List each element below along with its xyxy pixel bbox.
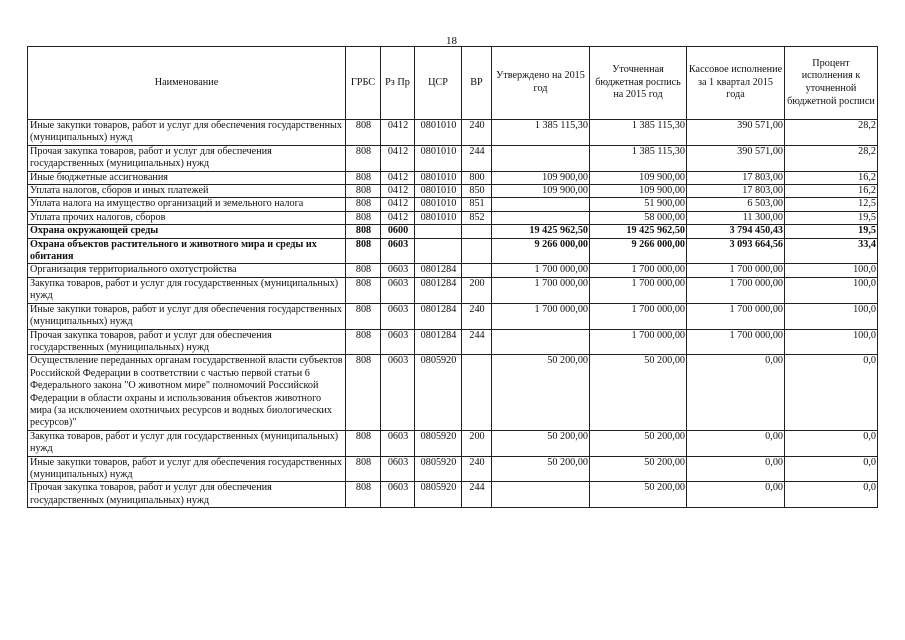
table-row [28, 277, 878, 303]
cell-grbs: 808 [346, 238, 381, 264]
header-rzpr: Рз Пр [381, 47, 415, 120]
cell-name: Иные закупки товаров, работ и услуг для обеспечения государственных (муниципальных) нужд [28, 120, 346, 146]
cell-approved: 9 266 000,00 [492, 238, 590, 264]
table-row [28, 225, 878, 238]
cell-grbs: 808 [346, 482, 381, 508]
cell-name: Уплата налогов, сборов и иных платежей [28, 185, 346, 198]
cell-cash: 3 093 664,56 [687, 238, 785, 264]
cell-approved: 1 700 000,00 [492, 303, 590, 329]
cell-grbs: 808 [346, 185, 381, 198]
cell-approved: 50 200,00 [492, 430, 590, 456]
table-row [28, 185, 878, 198]
cell-cash: 3 794 450,43 [687, 225, 785, 238]
cell-percent: 28,2 [785, 120, 878, 146]
header-row [28, 47, 878, 120]
cell-csr [415, 225, 462, 238]
cell-refined: 1 700 000,00 [590, 277, 687, 303]
table-row [28, 145, 878, 171]
cell-csr: 0801010 [415, 171, 462, 184]
cell-grbs: 808 [346, 264, 381, 277]
cell-approved: 109 900,00 [492, 171, 590, 184]
header-cash: Кассовое исполнение за 1 квартал 2015 года [687, 47, 785, 120]
cell-grbs: 808 [346, 456, 381, 482]
cell-vr [462, 238, 492, 264]
header-vr: ВР [462, 47, 492, 120]
cell-rzpr: 0603 [381, 456, 415, 482]
cell-grbs: 808 [346, 225, 381, 238]
cell-approved: 1 385 115,30 [492, 120, 590, 146]
cell-csr: 0801284 [415, 329, 462, 355]
cell-grbs: 808 [346, 277, 381, 303]
cell-cash: 17 803,00 [687, 185, 785, 198]
cell-cash: 1 700 000,00 [687, 329, 785, 355]
cell-rzpr: 0603 [381, 430, 415, 456]
header-name: Наименование [28, 47, 346, 120]
cell-rzpr: 0603 [381, 238, 415, 264]
cell-name: Охрана окружающей среды [28, 225, 346, 238]
cell-vr: 240 [462, 456, 492, 482]
cell-cash: 6 503,00 [687, 198, 785, 211]
cell-csr: 0801010 [415, 145, 462, 171]
budget-table [27, 46, 878, 508]
cell-percent: 100,0 [785, 329, 878, 355]
cell-csr: 0801010 [415, 185, 462, 198]
cell-name: Прочая закупка товаров, работ и услуг для обеспечения государственных (муниципальных) нужд [28, 329, 346, 355]
cell-rzpr: 0412 [381, 198, 415, 211]
table-row [28, 456, 878, 482]
cell-vr: 200 [462, 277, 492, 303]
cell-name: Иные бюджетные ассигнования [28, 171, 346, 184]
cell-approved: 1 700 000,00 [492, 264, 590, 277]
cell-refined: 1 700 000,00 [590, 264, 687, 277]
cell-name: Охрана объектов растительного и животного мира и среды их обитания [28, 238, 346, 264]
header-approved: Утверждено на 2015 год [492, 47, 590, 120]
cell-percent: 100,0 [785, 277, 878, 303]
cell-rzpr: 0412 [381, 185, 415, 198]
table-row [28, 329, 878, 355]
cell-approved: 50 200,00 [492, 355, 590, 430]
cell-vr: 244 [462, 329, 492, 355]
cell-csr: 0805920 [415, 456, 462, 482]
cell-csr: 0805920 [415, 355, 462, 430]
cell-csr: 0801010 [415, 120, 462, 146]
cell-grbs: 808 [346, 211, 381, 224]
cell-cash: 0,00 [687, 355, 785, 430]
cell-vr: 852 [462, 211, 492, 224]
cell-approved: 1 700 000,00 [492, 277, 590, 303]
cell-vr: 244 [462, 145, 492, 171]
cell-cash: 1 700 000,00 [687, 303, 785, 329]
cell-grbs: 808 [346, 198, 381, 211]
table-row [28, 198, 878, 211]
cell-approved [492, 145, 590, 171]
table-body [28, 120, 878, 508]
cell-csr: 0805920 [415, 430, 462, 456]
cell-rzpr: 0412 [381, 171, 415, 184]
cell-refined: 50 200,00 [590, 482, 687, 508]
table-row [28, 171, 878, 184]
cell-rzpr: 0600 [381, 225, 415, 238]
cell-grbs: 808 [346, 355, 381, 430]
cell-rzpr: 0412 [381, 120, 415, 146]
cell-approved [492, 198, 590, 211]
table-row [28, 211, 878, 224]
cell-vr: 240 [462, 303, 492, 329]
cell-percent: 28,2 [785, 145, 878, 171]
cell-refined: 109 900,00 [590, 171, 687, 184]
cell-percent: 100,0 [785, 264, 878, 277]
cell-refined: 1 385 115,30 [590, 145, 687, 171]
cell-cash: 11 300,00 [687, 211, 785, 224]
cell-approved: 50 200,00 [492, 456, 590, 482]
cell-vr: 200 [462, 430, 492, 456]
cell-csr: 0801010 [415, 211, 462, 224]
cell-refined: 1 700 000,00 [590, 329, 687, 355]
cell-csr: 0801010 [415, 198, 462, 211]
cell-percent: 33,4 [785, 238, 878, 264]
cell-refined: 19 425 962,50 [590, 225, 687, 238]
cell-approved: 19 425 962,50 [492, 225, 590, 238]
cell-vr: 800 [462, 171, 492, 184]
cell-percent: 0,0 [785, 430, 878, 456]
header-percent: Процент исполнения к уточненной бюджетной росписи [785, 47, 878, 120]
cell-csr: 0801284 [415, 264, 462, 277]
cell-cash: 390 571,00 [687, 145, 785, 171]
cell-vr: 240 [462, 120, 492, 146]
header-refined: Уточненная бюджетная роспись на 2015 год [590, 47, 687, 120]
table-row [28, 482, 878, 508]
cell-approved [492, 211, 590, 224]
table-row [28, 264, 878, 277]
cell-refined: 50 200,00 [590, 430, 687, 456]
cell-refined: 109 900,00 [590, 185, 687, 198]
cell-refined: 9 266 000,00 [590, 238, 687, 264]
cell-approved [492, 482, 590, 508]
cell-grbs: 808 [346, 430, 381, 456]
cell-percent: 19,5 [785, 225, 878, 238]
cell-vr: 851 [462, 198, 492, 211]
cell-csr [415, 238, 462, 264]
cell-refined: 50 200,00 [590, 456, 687, 482]
header-csr: ЦСР [415, 47, 462, 120]
cell-rzpr: 0603 [381, 355, 415, 430]
table-row [28, 303, 878, 329]
cell-csr: 0801284 [415, 277, 462, 303]
cell-cash: 390 571,00 [687, 120, 785, 146]
cell-percent: 0,0 [785, 456, 878, 482]
cell-rzpr: 0412 [381, 211, 415, 224]
cell-percent: 12,5 [785, 198, 878, 211]
cell-name: Иные закупки товаров, работ и услуг для обеспечения государственных (муниципальных) нужд [28, 456, 346, 482]
cell-name: Прочая закупка товаров, работ и услуг для обеспечения государственных (муниципальных) нужд [28, 145, 346, 171]
cell-grbs: 808 [346, 145, 381, 171]
cell-approved [492, 329, 590, 355]
cell-percent: 0,0 [785, 355, 878, 430]
cell-grbs: 808 [346, 303, 381, 329]
cell-approved: 109 900,00 [492, 185, 590, 198]
cell-name: Организация территориального охотустройства [28, 264, 346, 277]
cell-name: Закупка товаров, работ и услуг для государственных (муниципальных) нужд [28, 277, 346, 303]
cell-vr [462, 264, 492, 277]
cell-grbs: 808 [346, 329, 381, 355]
cell-rzpr: 0603 [381, 264, 415, 277]
cell-name: Закупка товаров, работ и услуг для государственных (муниципальных) нужд [28, 430, 346, 456]
cell-rzpr: 0603 [381, 482, 415, 508]
table-row [28, 430, 878, 456]
cell-percent: 19,5 [785, 211, 878, 224]
cell-percent: 16,2 [785, 185, 878, 198]
table-row [28, 120, 878, 146]
table-row [28, 238, 878, 264]
header-grbs: ГРБС [346, 47, 381, 120]
cell-vr: 244 [462, 482, 492, 508]
cell-csr: 0801284 [415, 303, 462, 329]
cell-name: Прочая закупка товаров, работ и услуг для обеспечения государственных (муниципальных) нужд [28, 482, 346, 508]
cell-cash: 1 700 000,00 [687, 277, 785, 303]
cell-rzpr: 0412 [381, 145, 415, 171]
cell-percent: 100,0 [785, 303, 878, 329]
cell-grbs: 808 [346, 120, 381, 146]
cell-cash: 17 803,00 [687, 171, 785, 184]
cell-grbs: 808 [346, 171, 381, 184]
page-number: 18 [446, 35, 457, 47]
cell-vr [462, 225, 492, 238]
cell-cash: 0,00 [687, 482, 785, 508]
cell-vr: 850 [462, 185, 492, 198]
cell-refined: 1 385 115,30 [590, 120, 687, 146]
cell-cash: 1 700 000,00 [687, 264, 785, 277]
cell-cash: 0,00 [687, 430, 785, 456]
cell-rzpr: 0603 [381, 277, 415, 303]
cell-name: Уплата прочих налогов, сборов [28, 211, 346, 224]
cell-rzpr: 0603 [381, 329, 415, 355]
cell-name: Иные закупки товаров, работ и услуг для обеспечения государственных (муниципальных) нужд [28, 303, 346, 329]
cell-cash: 0,00 [687, 456, 785, 482]
cell-refined: 50 200,00 [590, 355, 687, 430]
cell-name: Осуществление переданных органам государственной власти субъектов Российской Федерации в соответствии с частью первой статьи 6 Федерального закона "О животном мире" полномочий Российской Федерации в области охраны и использования объектов животного мира (за исключением охотничьих ресурсов и водных биологических ресурсов)" [28, 355, 346, 430]
table-row [28, 355, 878, 430]
cell-refined: 51 900,00 [590, 198, 687, 211]
cell-refined: 1 700 000,00 [590, 303, 687, 329]
cell-percent: 16,2 [785, 171, 878, 184]
cell-rzpr: 0603 [381, 303, 415, 329]
cell-csr: 0805920 [415, 482, 462, 508]
cell-percent: 0,0 [785, 482, 878, 508]
cell-vr [462, 355, 492, 430]
cell-name: Уплата налога на имущество организаций и земельного налога [28, 198, 346, 211]
cell-refined: 58 000,00 [590, 211, 687, 224]
